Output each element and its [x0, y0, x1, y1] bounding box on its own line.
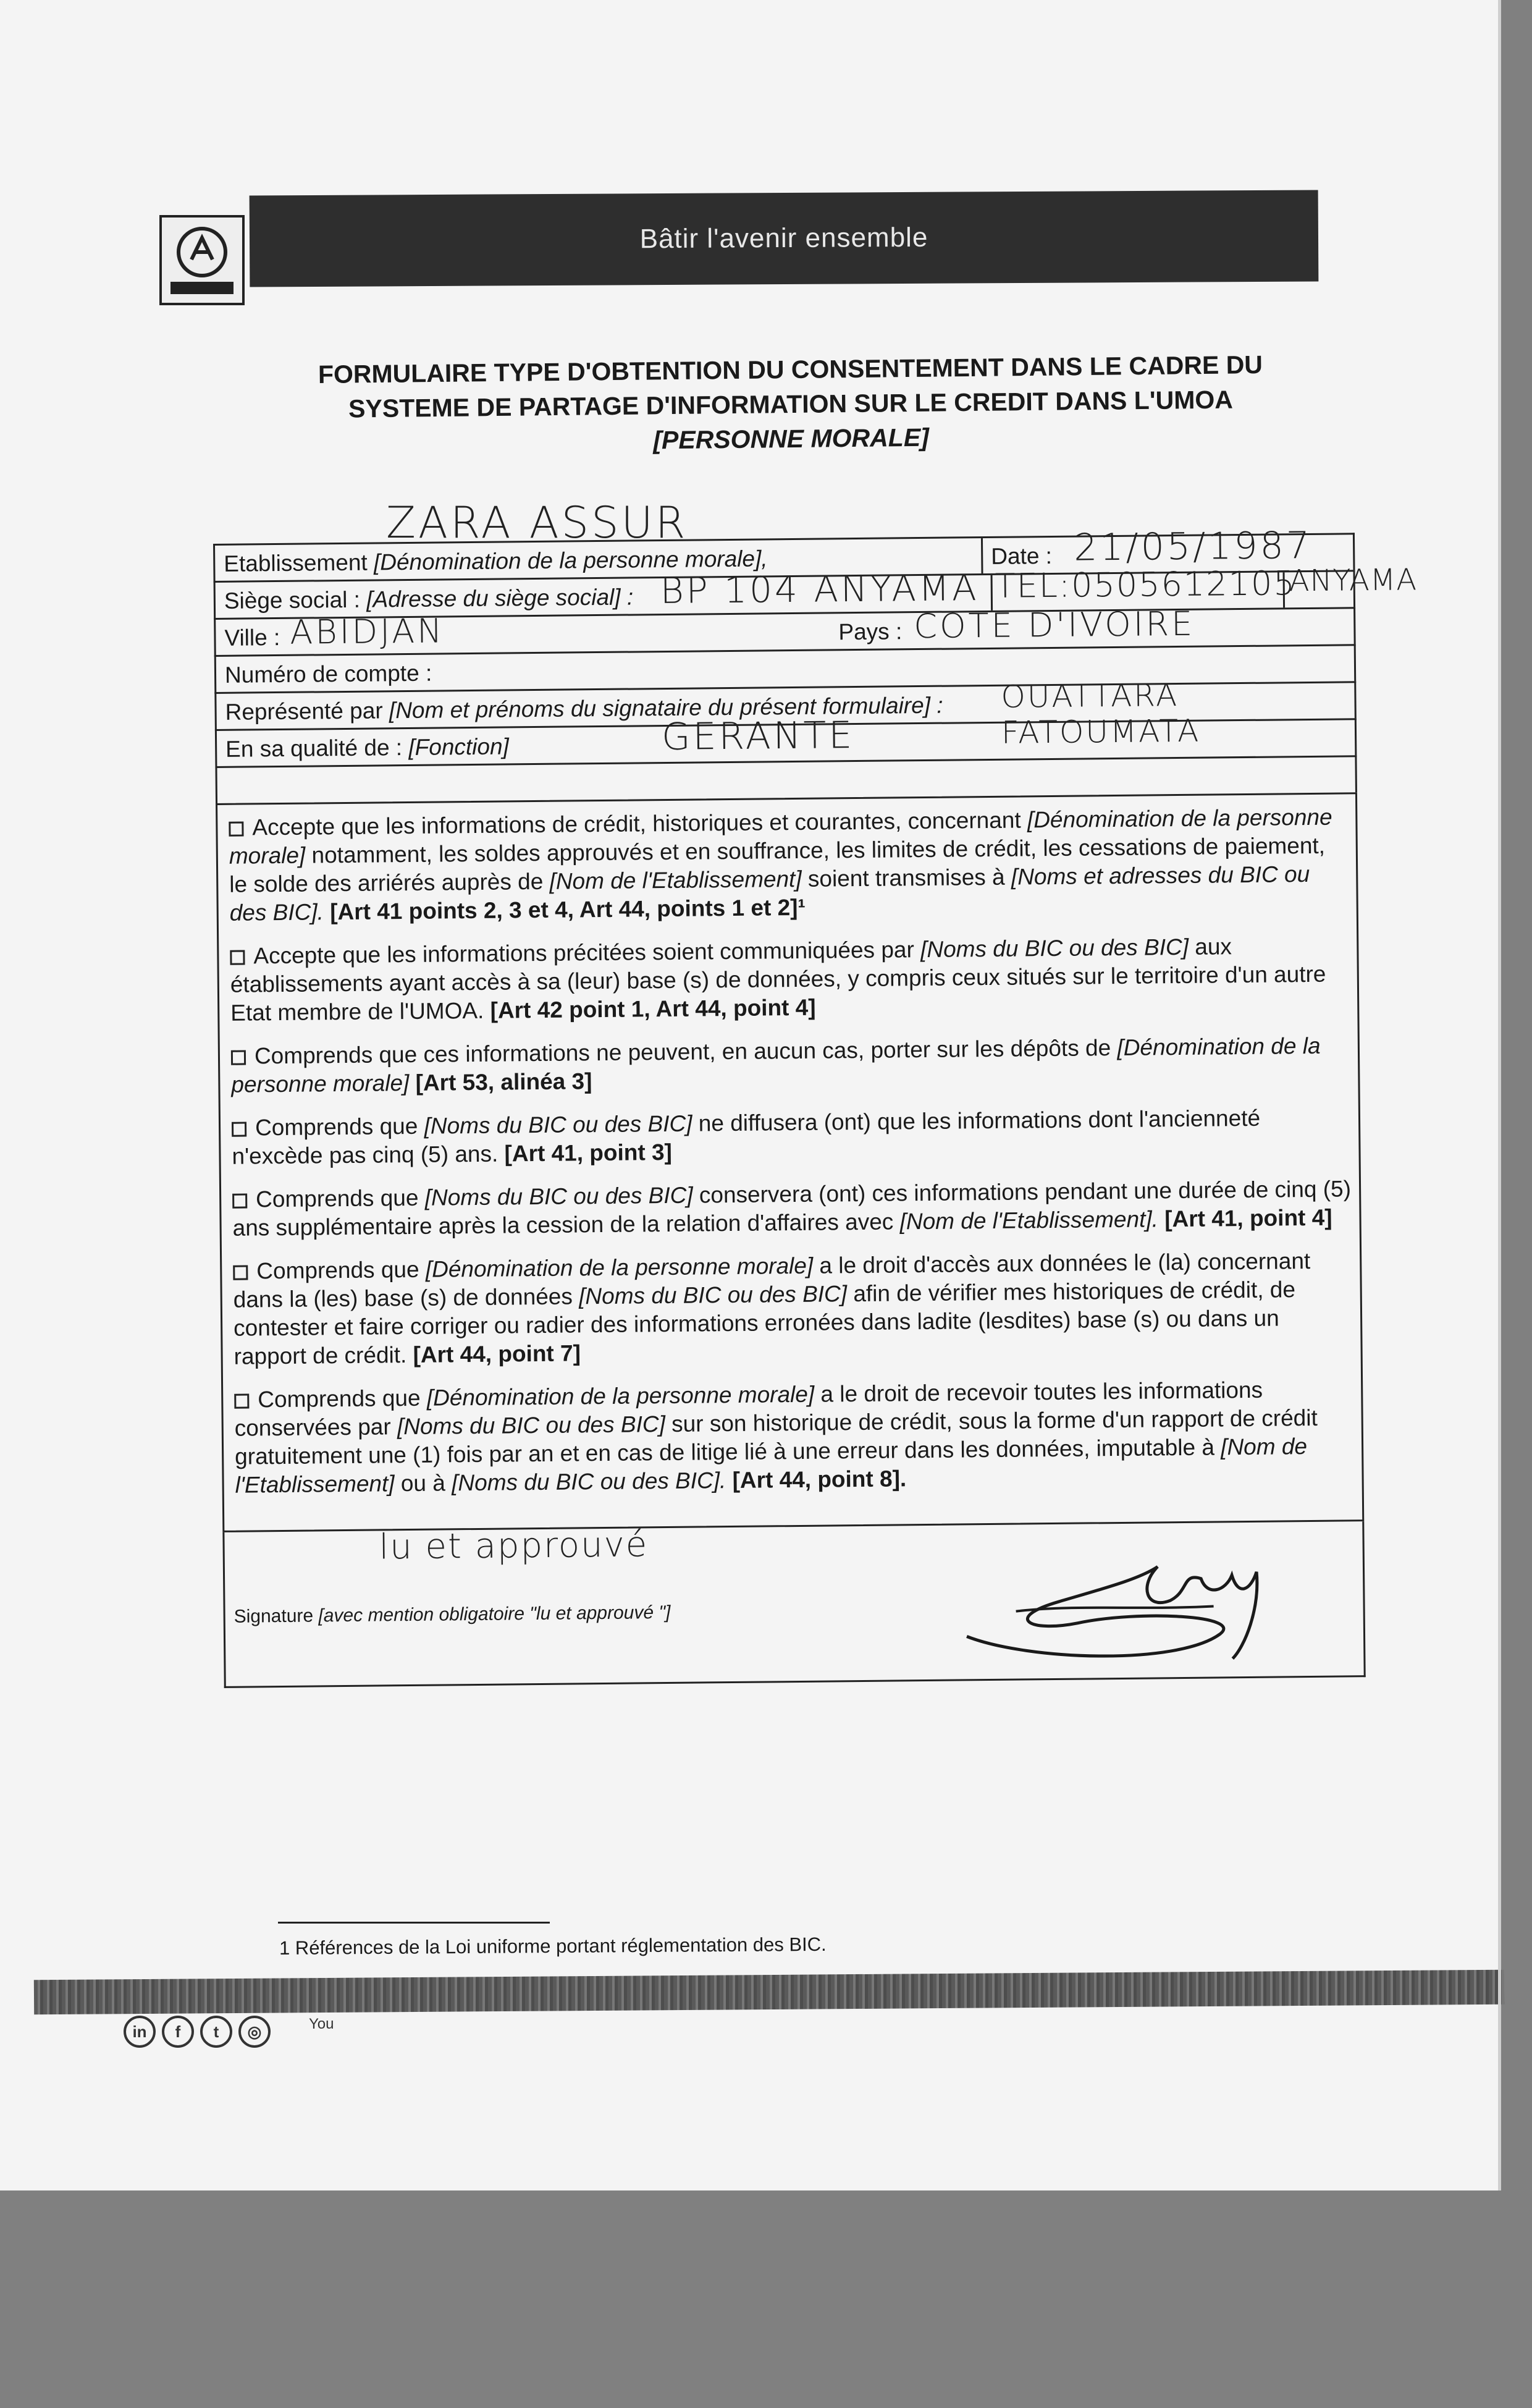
paper-edge [1498, 0, 1501, 2190]
facebook-icon[interactable]: f [162, 2016, 194, 2048]
signature-scribble-icon [954, 1540, 1301, 1679]
handwritten-siege: BP 104 ANYAMA [660, 567, 979, 612]
handwritten-tel: TEL:0505612105 [995, 564, 1296, 606]
represente-hint: [Nom et prénoms du signataire du présent formulaire] : [389, 692, 943, 724]
consent-form-table [213, 523, 1418, 1688]
header-banner [250, 190, 1319, 287]
footnote-text: 1 Références de la Loi uniforme portant réglementation des BIC. [279, 1933, 827, 1959]
compte-label: Numéro de compte : [224, 660, 432, 688]
instagram-icon[interactable]: ◎ [238, 2016, 271, 2048]
checkbox-6[interactable] [233, 1265, 248, 1280]
handwritten-representant: OUATTARA FATOUMATA [1001, 677, 1201, 751]
checkbox-7[interactable] [234, 1394, 249, 1409]
checkbox-1[interactable] [229, 822, 243, 837]
siege-label: Siège social : [224, 586, 361, 614]
checkbox-5[interactable] [232, 1194, 247, 1209]
clause-5: Comprends que [Noms du BIC ou des BIC] conservera (ont) ces informations pendant une durée de cinq (5) ans supplémentaire après la cession de la relation d'affaires avec [Nom de l'Etablissement]. [Art 41, point 4] [232, 1176, 1352, 1241]
pays-label: Pays : [838, 619, 903, 645]
footer-bar [34, 1970, 1504, 2015]
clause-1: Accepte que les informations de crédit, historiques et courantes, concernant [Dénomination de la personne morale] notamment, les soldes approuvés et en souffrance, les limites de crédit, les cessations de paiement, le solde des arriérés auprès de [Nom de l'Etablissement] soient transmises à [Noms et adresses du BIC ou des BIC]. [Art 41 points 2, 3 et 4, Art 44, points 1 et 2]¹ [229, 804, 1332, 926]
represente-label: Représenté par [225, 698, 383, 725]
clause-4: Comprends que [Noms du BIC ou des BIC] ne diffusera (ont) que les informations dont l'ancienneté n'excède pas cinq (5) ans. [Art 41, point 3] [232, 1105, 1261, 1169]
signature-row [222, 1521, 1365, 1688]
siege-hint: [Adresse du siège social] : [366, 584, 634, 612]
linkedin-icon[interactable]: in [124, 2016, 156, 2048]
ville-label: Ville : [224, 624, 280, 651]
clause-3: Comprends que ces informations ne peuvent, en aucun cas, porter sur les dépôts de [Dénomination de la personne morale] [Art 53, alinéa 3] [231, 1033, 1321, 1097]
handwritten-date: 21/05/1987 [1073, 523, 1313, 570]
youtube-icon[interactable]: You [309, 2016, 334, 2032]
signature-label: Signature [234, 1605, 314, 1627]
title-line-3: [PERSONNE MORALE] [653, 423, 930, 455]
banner-slogan: Bâtir l'avenir ensemble [639, 222, 928, 255]
tel-separator [991, 575, 993, 610]
handwritten-company: ZARA ASSUR [386, 497, 688, 548]
tail-separator [1283, 572, 1286, 607]
clause-2: Accepte que les informations précitées soient communiquées par [Noms du BIC ou des BIC] aux établissements ayant accès à sa (leur) base (s) de données, y compris ceux situés sur le territoire d'un autre Etat membre de l'UMOA. [Art 42 point 1, Art 44, point 4] [230, 934, 1326, 1026]
twitter-icon[interactable]: t [200, 2016, 232, 2048]
date-separator [981, 538, 983, 573]
etablissement-label: Etablissement [224, 549, 368, 577]
title-line-1: FORMULAIRE TYPE D'OBTENTION DU CONSENTEMENT DANS LE CADRE DU [318, 350, 1263, 389]
form-title [203, 346, 1378, 462]
signature-hint: [avec mention obligatoire "lu et approuvé "] [318, 1602, 671, 1626]
handwritten-pays: COTE D'IVOIRE [914, 604, 1195, 646]
handwritten-ville: ABIDJAN [290, 611, 445, 652]
qualite-label: En sa qualité de : [225, 735, 403, 762]
etablissement-hint: [Dénomination de la personne morale], [373, 546, 768, 575]
checkbox-4[interactable] [232, 1122, 246, 1137]
handwritten-fonction: GERANTE [661, 714, 855, 759]
footnote-rule [278, 1922, 550, 1924]
handwritten-mention: lu et approuvé [379, 1524, 649, 1568]
checkbox-3[interactable] [231, 1050, 246, 1065]
clause-6: Comprends que [Dénomination de la personne morale] a le droit d'accès aux données le (la) concernant dans la (les) base (s) de données [Noms du BIC ou des BIC] afin de vérifier mes historiques de crédit, de contester et faire corriger ou radier des informations erronées dans ladite (lesdites) base (s) ou dans un rapport de crédit. [Art 44, point 7] [233, 1248, 1311, 1369]
title-line-2: SYSTEME DE PARTAGE D'INFORMATION SUR LE CREDIT DANS L'UMOA [348, 385, 1234, 423]
logo-mark-icon [167, 222, 237, 298]
handwritten-siege-tail: ANYAMA [1289, 562, 1418, 599]
qualite-hint: [Fonction] [408, 733, 510, 760]
checkbox-2[interactable] [230, 950, 245, 965]
social-icons [124, 2016, 271, 2048]
clause-7: Comprends que [Dénomination de la personne morale] a le droit de recevoir toutes les informations conservées par [Noms du BIC ou des BIC] sur son historique de crédit, sous la forme d'un rapport de crédit gratuitement une (1) fois par an et en cas de litige lié à une erreur dans les données, imputable à [Nom de l'Etablissement] ou à [Noms du BIC ou des BIC]. [Art 44, point 8]. [234, 1377, 1318, 1498]
consent-clauses [216, 792, 1364, 1532]
credit-access-logo [159, 215, 245, 305]
date-label: Date : [991, 543, 1053, 569]
